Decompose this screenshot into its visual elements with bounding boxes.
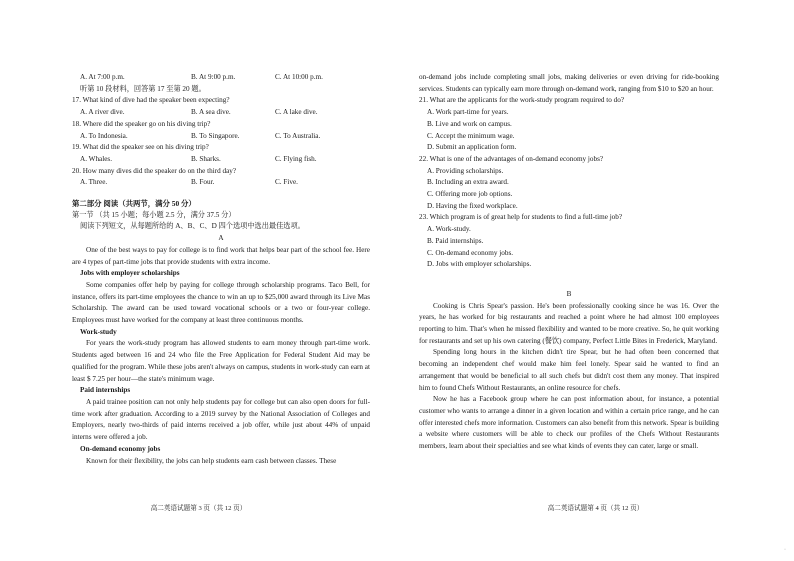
option-d: D. Jobs with employer scholarships. [427, 260, 532, 269]
option-c: C. Flying fish. [275, 154, 317, 163]
paragraph: Spending long hours in the kitchen didn't tire Spear, but he had often been concerned that becoming an independent chef would make him feel lonely. Spear said he wanted to find an arrangement that would be beneficial to all such chefs but didn't cost them any money. That inspired him to found Chefs Without Restaurants, an online resource for chefs. [419, 348, 719, 392]
page-footer: 高二英语试题第 3 页（共 12 页） [150, 505, 247, 512]
option-c: C. At 10:00 p.m. [275, 73, 323, 81]
option-b: B. Sharks. [191, 154, 221, 163]
option-a: A. Work part-time for years. [427, 108, 509, 117]
passage-letter: B [566, 289, 572, 298]
question-stem: 22. What is one of the advantages of on-demand economy jobs? [419, 154, 604, 163]
option-c: C. On-demand economy jobs. [427, 248, 514, 257]
question-options [72, 131, 370, 143]
paragraph: Cooking is Chris Spear's passion. He's been professionally cooking since he was 16. Over the years, he has worked for big restaurants and reached a point where he had almost 100 employees reporting to him. That's when he missed flexibility and wanted to be more creative. So, he quit working for restaurants and set up his own catering (餐饮) company, Perfect Little Bites in Frederick, Maryland. [419, 301, 719, 345]
option-c: C. To Australia. [275, 131, 321, 140]
paragraph: A paid trainee position can not only help students pay for college but can also open doors for full-time work after graduation. According to a 2019 survey by the National Association of Colleges and Employers, nearly two-thirds of paid interns received a job offer, while just about 44% of unpaid interns were offered a job. [72, 397, 370, 442]
right-page [397, 0, 794, 561]
option-b: B. Including an extra award. [427, 178, 509, 187]
option-a: A. Whales. [80, 154, 113, 163]
option-b: B. Four. [191, 178, 215, 187]
page-footer: 高二英语试题第 4 页（共 12 页） [547, 505, 644, 512]
option-c: C. Offering more job options. [427, 190, 513, 199]
passage-letter: A [218, 234, 224, 243]
subheading: On-demand economy jobs [80, 444, 161, 453]
option-b: B. Live and work on campus. [427, 119, 512, 128]
option-c: C. A lake dive. [275, 108, 318, 117]
option-b: B. A sea dive. [191, 108, 231, 117]
subheading: Paid internships [80, 386, 131, 395]
corner-mark: · [784, 547, 786, 553]
option-c: C. Five. [275, 178, 298, 187]
listening-instruction: 听第 10 段材料，回答第 17 至第 20 题。 [80, 84, 206, 93]
left-column [72, 72, 370, 467]
option-a: A. Providing scholarships. [427, 166, 504, 175]
question-options [72, 154, 370, 166]
question-stem: 18. Where did the speaker go on his diving trip? [72, 119, 211, 128]
question-options [72, 177, 370, 189]
paragraph: Some companies offer help by paying for college through scholarship programs. Taco Bell, for instance, offers its part-time employees the chance to win an up to $25,000 award through its Live Mas Scholarship. The award can be used toward vocational schools or a two or four-year college. Employees must have worked for the company at least three continuous months. [72, 280, 370, 325]
option-d: D. Having the fixed workplace. [427, 201, 518, 210]
left-questions [72, 95, 370, 189]
question-stem: 23. Which program is of great help for students to find a full-time job? [419, 213, 623, 222]
section-title: 第一节 （共 15 小题；每小题 2.5 分，满分 37.5 分） [72, 210, 236, 219]
option-b: B. To Singapore. [191, 131, 240, 140]
paragraph: For years the work-study program has allowed students to earn money through part-time work. Students aged between 16 and 24 who file the Free Application for Federal Student Aid may be qualified for the program. While these jobs aren't always on campus, students in work-study can earn at least $ 7.25 per hour—the state's minimum wage. [72, 339, 370, 383]
question-stem: 19. What did the speaker see on his diving trip? [72, 143, 209, 152]
option-b: B. At 9:00 p.m. [191, 73, 236, 81]
question-16-options [72, 72, 370, 84]
paragraph: Now he has a Facebook group where he can post information about, for instance, a potential customer who wants to arrange a dinner in a given location and within a certain price range, and he can offer interested chefs more information. Customers can also benefit from this network. Spear is building a website where customers will be able to check our profiles of the Chefs Without Restaurants members, learn about their specialties and see what kinds of events they can cater, large or small. [419, 395, 719, 451]
question-stem: 20. How many dives did the speaker do on the third day? [72, 166, 237, 175]
option-a: A. At 7:00 p.m. [80, 73, 125, 81]
right-column [419, 72, 719, 453]
part-title: 第二部分 阅读（共两节，满分 50 分） [72, 199, 196, 209]
subheading: Jobs with employer scholarships [80, 269, 180, 278]
option-a: A. To Indonesia. [80, 131, 128, 140]
paragraph: One of the best ways to pay for college is to find work that helps bear part of the school fee. Here are 4 types of part-time jobs that provide students with extra income. [72, 245, 370, 266]
section-instruction: 阅读下列短文，从每题所给的 A、B、C、D 四个选项中选出最佳选项。 [80, 222, 305, 231]
option-a: A. A river dive. [80, 108, 125, 117]
subheading: Work-study [80, 327, 117, 336]
paragraph: Known for their flexibility, the jobs can help students earn cash between classes. These [86, 456, 337, 465]
option-c: C. Accept the minimum wage. [427, 131, 515, 140]
passage-b [419, 301, 719, 453]
right-questions [419, 95, 719, 271]
question-stem: 21. What are the applicants for the work-study program required to do? [419, 96, 625, 105]
option-a: A. Three. [80, 178, 108, 187]
option-a: A. Work-study. [427, 225, 471, 234]
option-d: D. Submit an application form. [427, 143, 517, 152]
option-b: B. Paid internships. [427, 236, 484, 245]
passage-a-continuation: on-demand jobs include completing small jobs, making deliveries or even driving for ride-booking services. Students can typically earn more through on-demand work, ranging from $10 to $20 an hour. [419, 73, 719, 93]
question-options [72, 107, 370, 119]
passage-a [72, 245, 370, 467]
question-stem: 17. What kind of dive had the speaker been expecting? [72, 96, 230, 105]
